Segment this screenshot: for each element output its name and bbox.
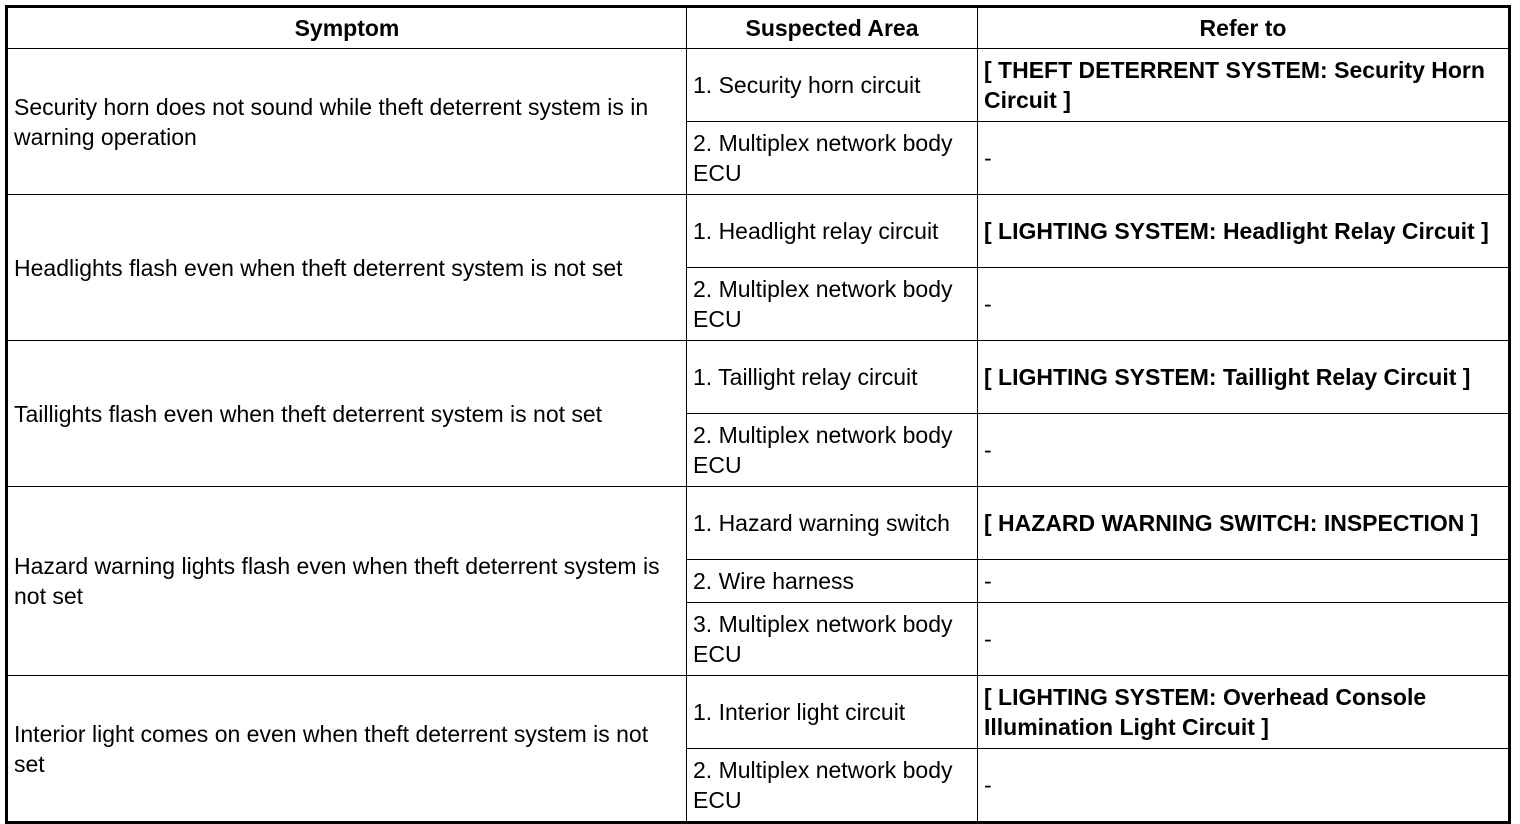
refer-to-link[interactable]: [ HAZARD WARNING SWITCH: INSPECTION ] bbox=[978, 487, 1510, 560]
header-refer-to: Refer to bbox=[978, 7, 1510, 49]
refer-to-link[interactable]: [ THEFT DETERRENT SYSTEM: Security Horn Circuit ] bbox=[978, 49, 1510, 122]
table-row bbox=[7, 676, 1510, 749]
suspected-area-cell: 1. Hazard warning switch bbox=[687, 487, 978, 560]
suspected-area-cell: 2. Multiplex network body ECU bbox=[687, 749, 978, 823]
symptom-cell: Interior light comes on even when theft deterrent system is not set bbox=[7, 676, 687, 823]
table-row bbox=[7, 49, 1510, 122]
table-header-row bbox=[7, 7, 1510, 49]
suspected-area-cell: 1. Taillight relay circuit bbox=[687, 341, 978, 414]
table-row bbox=[7, 341, 1510, 414]
suspected-area-cell: 1. Interior light circuit bbox=[687, 676, 978, 749]
suspected-area-cell: 2. Multiplex network body ECU bbox=[687, 122, 978, 195]
refer-to-cell: - bbox=[978, 414, 1510, 487]
suspected-area-cell: 2. Multiplex network body ECU bbox=[687, 414, 978, 487]
symptom-cell: Security horn does not sound while theft deterrent system is in warning operation bbox=[7, 49, 687, 195]
suspected-area-cell: 2. Wire harness bbox=[687, 560, 978, 603]
refer-to-cell: - bbox=[978, 122, 1510, 195]
suspected-area-cell: 1. Security horn circuit bbox=[687, 49, 978, 122]
refer-to-link[interactable]: [ LIGHTING SYSTEM: Headlight Relay Circuit ] bbox=[978, 195, 1510, 268]
suspected-area-cell: 2. Multiplex network body ECU bbox=[687, 268, 978, 341]
refer-to-cell: - bbox=[978, 560, 1510, 603]
refer-to-cell: - bbox=[978, 268, 1510, 341]
suspected-area-cell: 1. Headlight relay circuit bbox=[687, 195, 978, 268]
suspected-area-cell: 3. Multiplex network body ECU bbox=[687, 603, 978, 676]
header-symptom: Symptom bbox=[7, 7, 687, 49]
symptom-cell: Hazard warning lights flash even when theft deterrent system is not set bbox=[7, 487, 687, 676]
header-suspected-area: Suspected Area bbox=[687, 7, 978, 49]
refer-to-link[interactable]: [ LIGHTING SYSTEM: Taillight Relay Circuit ] bbox=[978, 341, 1510, 414]
symptom-cell: Headlights flash even when theft deterrent system is not set bbox=[7, 195, 687, 341]
table-row bbox=[7, 195, 1510, 268]
refer-to-cell: - bbox=[978, 603, 1510, 676]
table-row bbox=[7, 487, 1510, 560]
refer-to-link[interactable]: [ LIGHTING SYSTEM: Overhead Console Illumination Light Circuit ] bbox=[978, 676, 1510, 749]
symptom-cell: Taillights flash even when theft deterrent system is not set bbox=[7, 341, 687, 487]
diagnosis-table-wrapper bbox=[5, 5, 1511, 824]
refer-to-cell: - bbox=[978, 749, 1510, 823]
problem-symptoms-table bbox=[5, 5, 1511, 824]
